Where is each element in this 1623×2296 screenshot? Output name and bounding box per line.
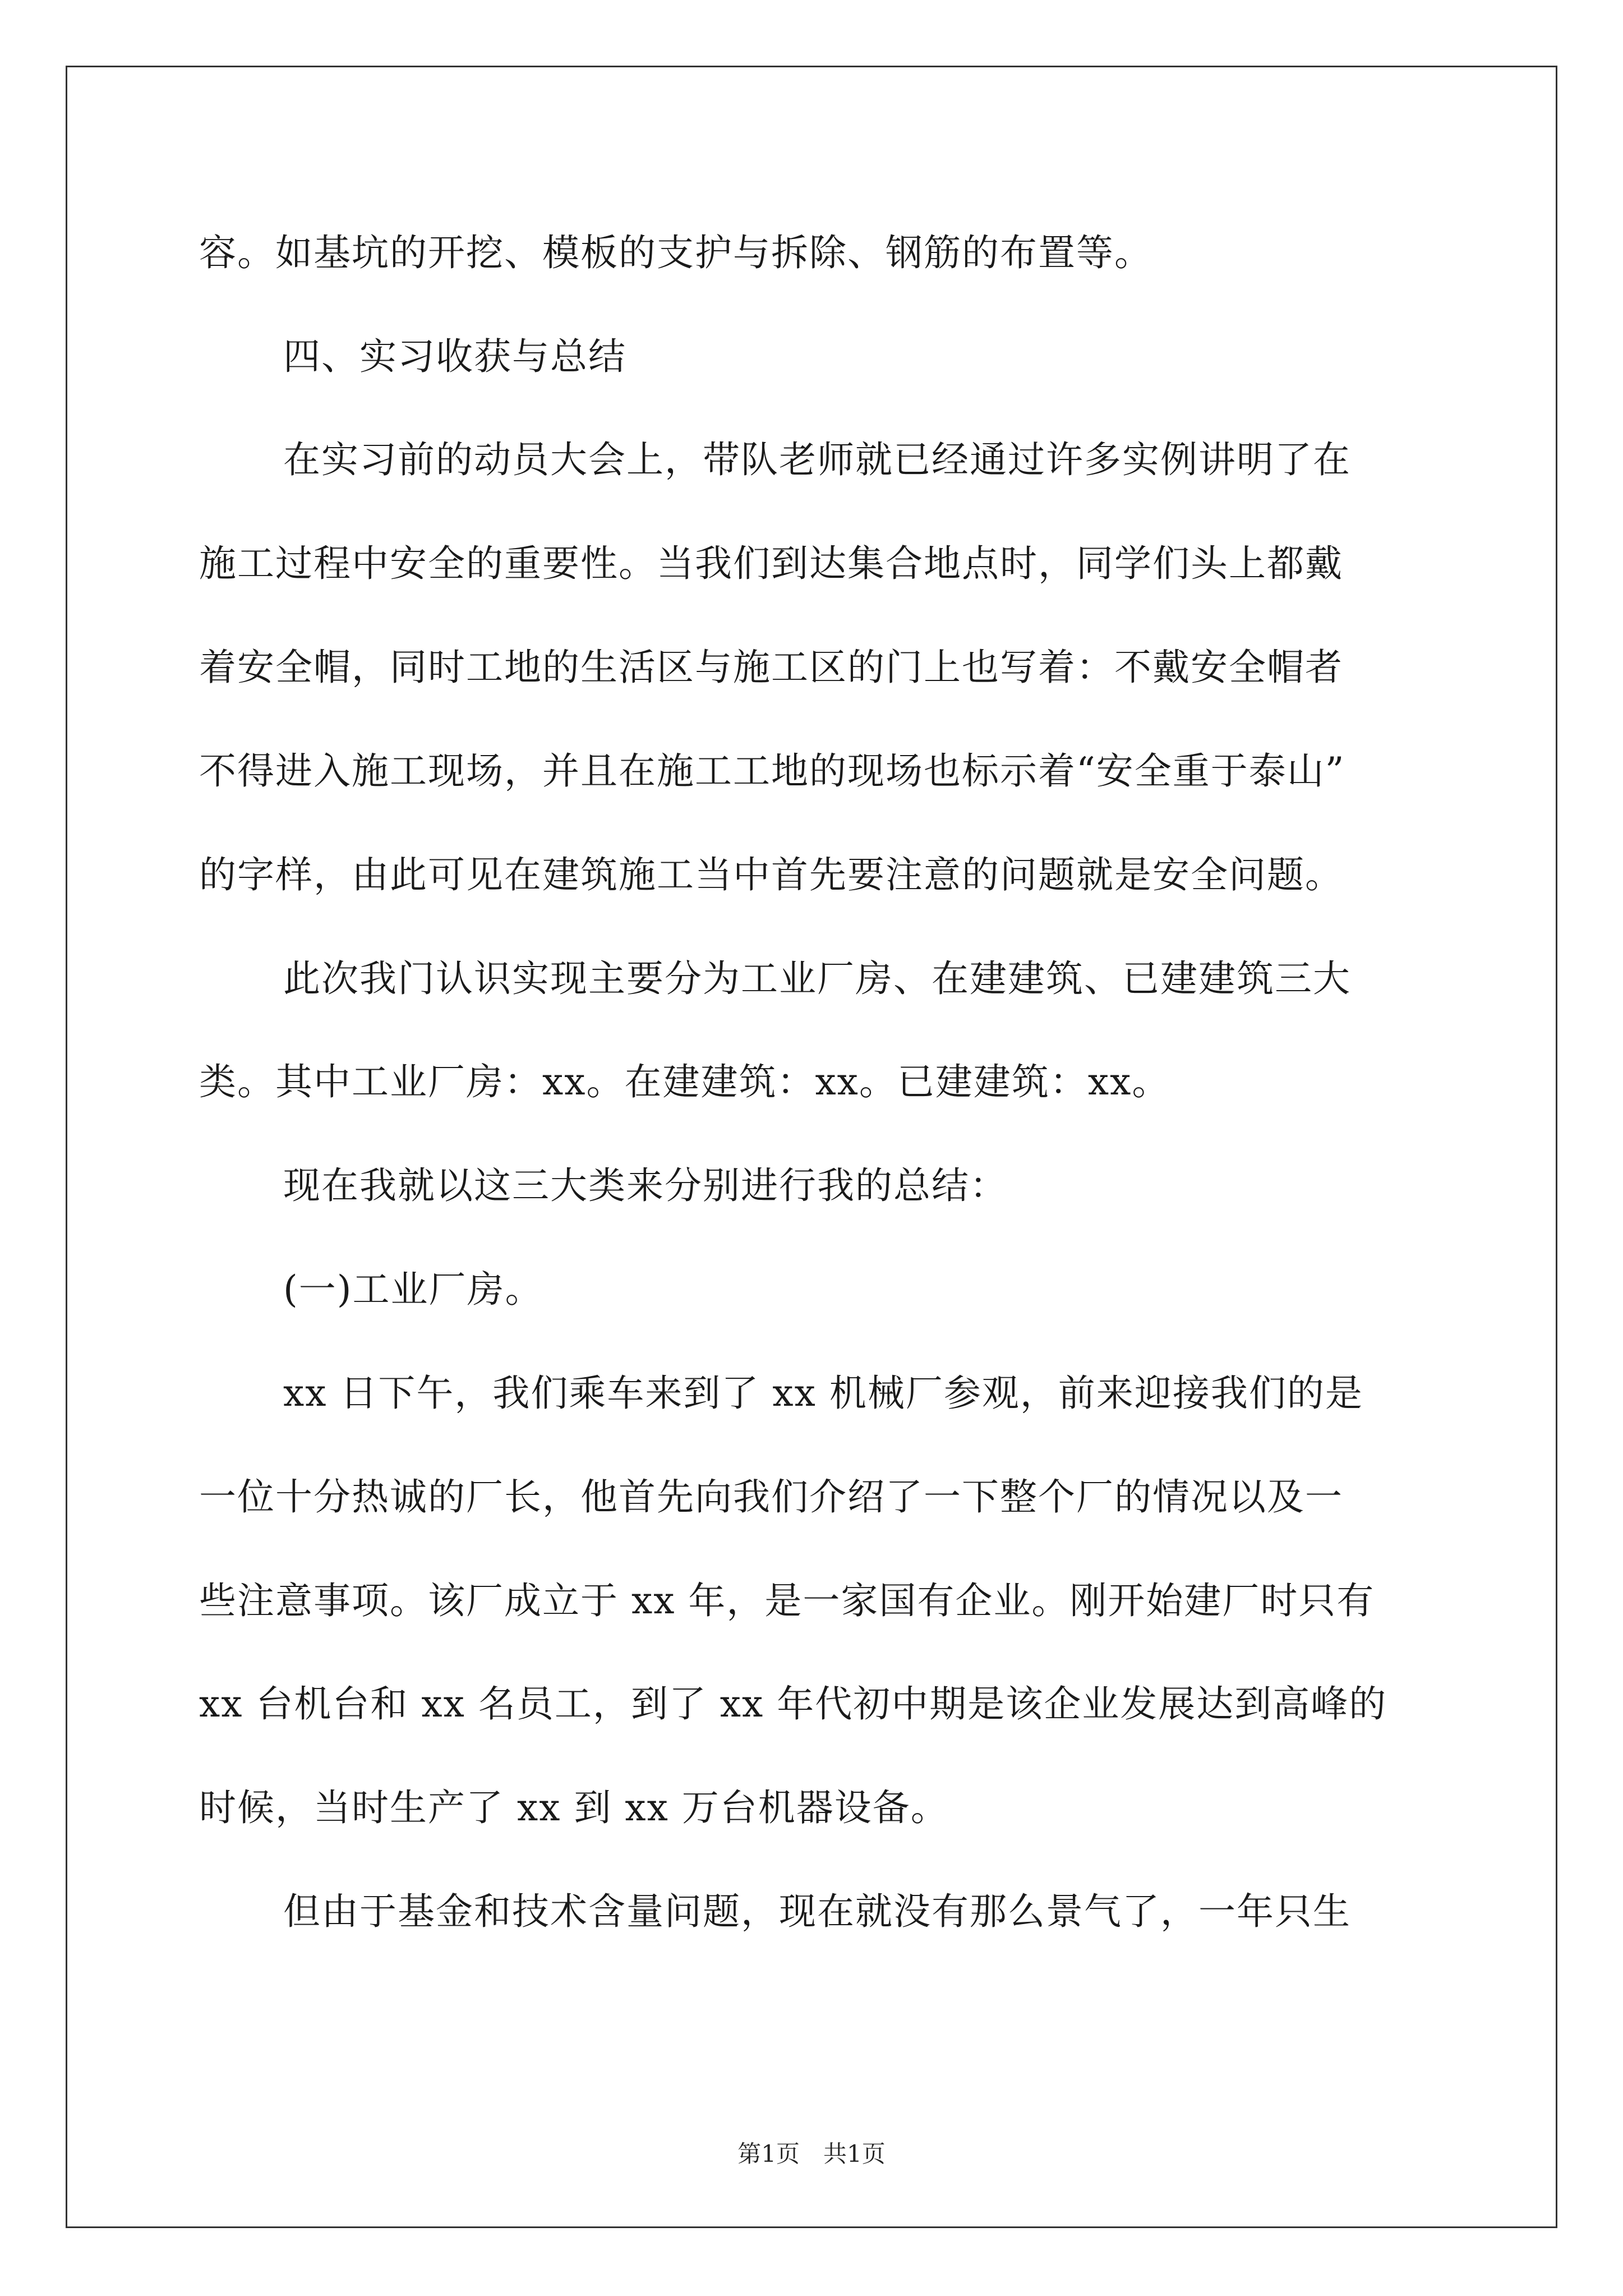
text-line-12: xx 日下午，我们乘车来到了 xx 机械厂参观，前来迎接我们的是 [283, 1372, 1363, 1415]
text-line-1: 容。如基坑的开挖、模板的支护与拆除、钢筋的布置等。 [199, 231, 1152, 274]
text-line-3: 在实习前的动员大会上，带队老师就已经通过许多实例讲明了在 [283, 438, 1351, 481]
text-line-7: 的字样，由此可见在建筑施工当中首先要注意的问题就是安全问题。 [199, 853, 1343, 896]
text-line-9: 类。其中工业厂房：xx。在建建筑：xx。已建建筑：xx。 [199, 1060, 1170, 1103]
text-line-8: 此次我门认识实现主要分为工业厂房、在建建筑、已建建筑三大 [283, 957, 1351, 1000]
text-line-17: 但由于基金和技术含量问题，现在就没有那么景气了，一年只生 [283, 1890, 1351, 1933]
subsection-heading: (一)工业厂房。 [283, 1268, 543, 1311]
text-line-6: 不得进入施工现场，并且在施工工地的现场也标示着“安全重于泰山” [199, 749, 1345, 793]
text-line-13: 一位十分热诚的厂长，他首先向我们介绍了一下整个厂的情况以及一 [199, 1475, 1343, 1519]
text-line-4: 施工过程中安全的重要性。当我们到达集合地点时，同学们头上都戴 [199, 542, 1343, 585]
text-line-14: 些注意事项。该厂成立于 xx 年，是一家国有企业。刚开始建厂时只有 [199, 1579, 1375, 1622]
text-line-5: 着安全帽，同时工地的生活区与施工区的门上也写着：不戴安全帽者 [199, 646, 1343, 689]
page-footer: 第1页 共1页 [737, 2140, 886, 2168]
text-line-16: 时候，当时生产了 xx 到 xx 万台机器设备。 [199, 1786, 949, 1829]
text-line-15: xx 台机台和 xx 名员工，到了 xx 年代初中期是该企业发展达到高峰的 [199, 1682, 1387, 1726]
text-line-10: 现在我就以这三大类来分别进行我的总结： [283, 1164, 1008, 1207]
section-heading: 四、实习收获与总结 [283, 335, 626, 378]
